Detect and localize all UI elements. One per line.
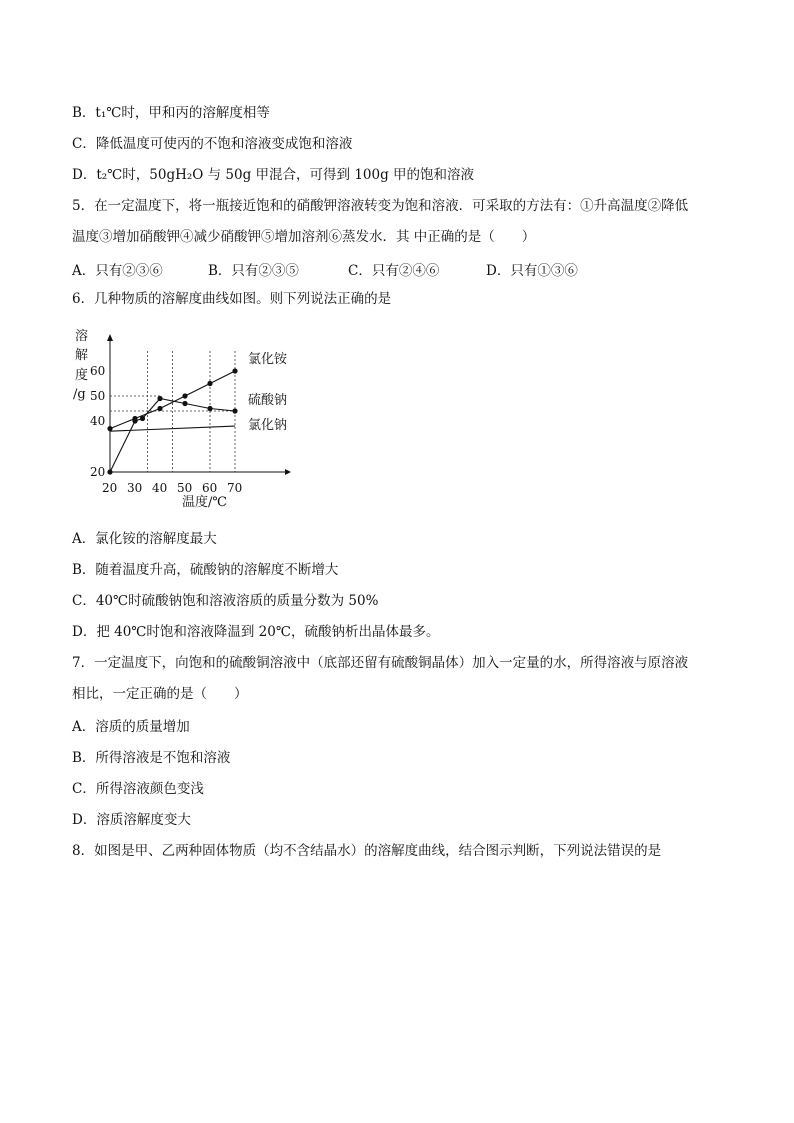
data-point [140,416,145,421]
data-point [182,401,187,406]
q5-option-c: C．只有②④⑥ [348,263,440,279]
data-point [107,469,112,474]
y-axis-label-char: /g [73,387,86,402]
q7-option-b: B．所得溶液是不饱和溶液 [72,750,231,766]
solubility-chart [70,323,310,513]
q6-stem: 6．几种物质的溶解度曲线如图。则下列说法正确的是 [72,291,392,307]
q6-option-c: C．40℃时硫酸钠饱和溶液溶质的质量分数为 50% [72,593,379,609]
series-label: 氯化钠 [248,418,288,433]
y-tick-label: 40 [90,414,106,428]
data-point [207,381,212,386]
q7-option-c: C．所得溶液颜色变浅 [72,781,204,797]
data-point [132,418,137,423]
q7-option-d: D．溶质溶解度变大 [72,812,191,828]
y-axis-arrow [107,334,113,341]
q5-option-b: B．只有②③⑤ [208,263,299,279]
q5-stem-line2: 温度③增加硝酸钾④减少硝酸钾⑤增加溶剂⑥蒸发水．其 中正确的是（ ） [72,229,536,245]
option-c: C．降低温度可使丙的不饱和溶液变成饱和溶液 [72,136,353,152]
q7-stem-line1: 7．一定温度下，向饱和的硫酸铜溶液中（底部还留有硫酸铜晶体）加入一定量的水，所得溶液与原溶液 [72,655,689,671]
data-point [157,396,162,401]
x-tick-label: 20 [102,481,118,495]
x-axis-label: 温度/℃ [182,495,227,510]
series-label: 氯化铵 [248,352,288,367]
series-label: 硫酸钠 [248,393,288,408]
y-tick-label: 50 [90,389,106,403]
q6-option-d: D．把 40℃时饱和溶液降温到 20℃，硫酸钠析出晶体最多。 [72,624,440,640]
q7-option-a: A．溶质的质量增加 [72,719,190,735]
x-tick-label: 40 [152,481,168,495]
q5-stem-line1: 5．在一定温度下，将一瓶接近饱和的硝酸钾溶液转变为饱和溶液．可采取的方法有：①升高温度②降低 [72,198,689,214]
data-point [207,406,212,411]
x-tick-label: 70 [227,481,243,495]
data-point [157,406,162,411]
y-tick-label: 20 [90,465,106,479]
y-axis-label-char: 度 [75,368,89,383]
chart-reference-lines [110,351,235,472]
option-d: D．t₂℃时，50gH₂O 与 50g 甲混合，可得到 100g 甲的饱和溶液 [72,167,475,183]
data-point [182,393,187,398]
q8-stem: 8．如图是甲、乙两种固体物质（均不含结晶水）的溶解度曲线，结合图示判断，下列说法错误的是 [72,843,662,859]
q6-option-b: B．随着温度升高，硫酸钠的溶解度不断增大 [72,562,339,578]
x-tick-label: 60 [202,481,218,495]
y-tick-label: 60 [90,364,106,378]
data-point [232,408,237,413]
x-axis-arrow [285,469,291,475]
option-b: B．t₁℃时，甲和丙的溶解度相等 [72,105,270,121]
q5-option-d: D．只有①③⑥ [486,263,578,279]
data-point [232,368,237,373]
q5-options [72,259,578,279]
q7-stem-line2: 相比，一定正确的是（ ） [72,686,248,702]
q6-option-a: A．氯化铵的溶解度最大 [72,531,217,547]
data-point [107,426,112,431]
y-axis-label-char: 解 [75,348,89,363]
x-tick-label: 30 [127,481,143,495]
q5-option-a: A．只有②③⑥ [72,263,163,279]
x-tick-label: 50 [177,481,193,495]
chart-labels [73,328,288,510]
y-axis-label-char: 溶 [75,329,89,344]
series-line-氯化钠 [110,426,235,431]
